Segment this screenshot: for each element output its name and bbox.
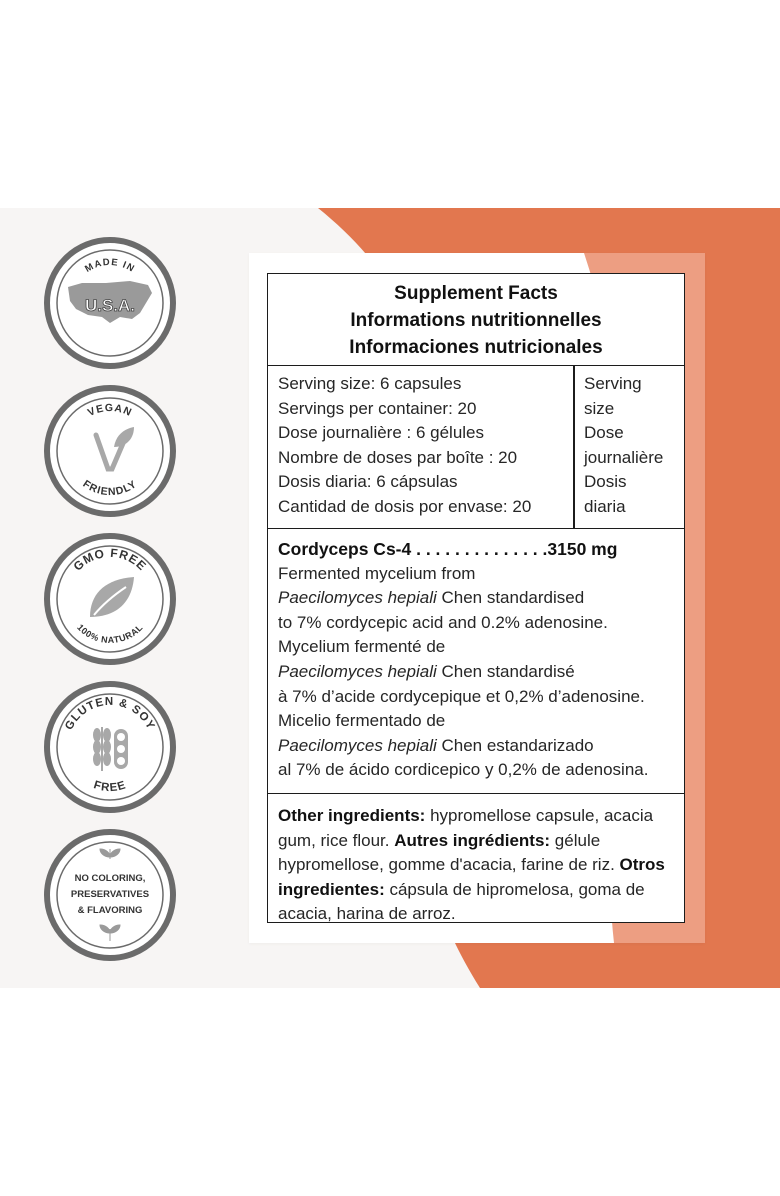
gluten-soy-free-badge [44,681,176,813]
ingredient-desc-line: Paecilomyces hepiali Chen standardised [278,588,585,608]
badge-middle-text: U.S.A. [84,296,136,315]
badge-bottom-text: 100% NATURAL [75,622,145,646]
column-divider [573,366,575,529]
badge-line-2: PRESERVATIVES [70,889,150,900]
facts-title-fr: Informations nutritionnelles [350,310,602,331]
ingredient-desc-line: à 7% d’acide cordycepique et 0,2% d’adenosine. [278,686,645,706]
ingredient-row [278,537,684,562]
ingredient-desc-line: Paecilomyces hepiali Chen standardisé [278,661,575,681]
serving-line: Serving size: 6 capsules [278,374,462,393]
other-text-es: cápsula de hipromelosa, goma de acacia, harina de arroz. [278,879,645,924]
other-label-fr: Autres ingrédients: [394,830,551,850]
badge-line-3: & FLAVORING [77,905,143,916]
ingredient-desc-line: Paecilomyces hepiali Chen estandarizado [278,735,594,755]
badge-line-1: NO COLORING, [74,873,146,884]
badge-top-text: VEGAN [85,401,135,420]
serving-column-header [584,372,680,520]
other-label-en: Other ingredients: [278,806,426,825]
column-header-line: diaria [584,496,626,516]
column-header-line: Dose [584,423,624,443]
ingredient-desc-line: Fermented mycelium from [278,563,476,583]
ingredient-name: Cordyceps Cs-4 [278,539,412,559]
ingredient-desc-line: al 7% de ácido cordicepico y 0,2% de adenosina. [278,760,649,780]
facts-title-es: Informaciones nutricionales [349,337,603,358]
other-text-fr: gélule hypromellose, gomme d'acacia, farine de riz. [278,830,620,875]
ingredient-section [268,529,684,794]
other-label-es: Otros ingredientes: [278,855,665,899]
facts-header [268,274,684,366]
supplement-facts-panel [267,273,685,923]
gmo-free-badge [44,533,176,665]
column-header-line: Serving [584,374,642,393]
made-in-usa-badge [44,237,176,369]
badge-top-text: GMO FREE [70,545,150,574]
ingredient-desc-line: Mycelium fermenté de [278,637,446,657]
other-text-en: hypromellose capsule, acacia gum, rice flour. [278,806,654,850]
badge-bottom-text: FRIENDLY [80,477,140,499]
ingredient-desc-line: Micelio fermentado de [278,711,446,731]
column-header-line: journalière [584,447,664,467]
badge-top-text: GLUTEN & SOY [63,695,157,733]
species-name: Paecilomyces hepiali [278,661,437,681]
serving-line: Nombre de doses par boîte : 20 [278,447,518,467]
serving-info [278,372,574,520]
column-header-line: Dosis [584,472,627,492]
vegan-friendly-badge [44,385,176,517]
facts-title-en: Supplement Facts [394,283,558,304]
other-ingredients [268,794,684,927]
ingredient-amount: 3150 mg [547,539,618,559]
ingredient-desc-line: to 7% cordycepic acid and 0.2% adenosine. [278,612,608,632]
no-coloring-badge [44,829,176,961]
serving-line: Servings per container: 20 [278,398,477,418]
species-name: Paecilomyces hepiali [278,735,437,755]
serving-section [268,366,684,529]
column-header-line: size [584,398,615,418]
ingredient-dots: . . . . . . . . . . . . . . [411,539,548,559]
serving-line: Cantidad de dosis por envase: 20 [278,496,532,516]
badge-top-text: MADE IN [83,256,137,275]
serving-line: Dosis diaria: 6 cápsulas [278,472,458,492]
badge-bottom-text: FREE [92,779,128,795]
species-name: Paecilomyces hepiali [278,588,437,608]
serving-line: Dose journalière : 6 gélules [278,423,485,443]
